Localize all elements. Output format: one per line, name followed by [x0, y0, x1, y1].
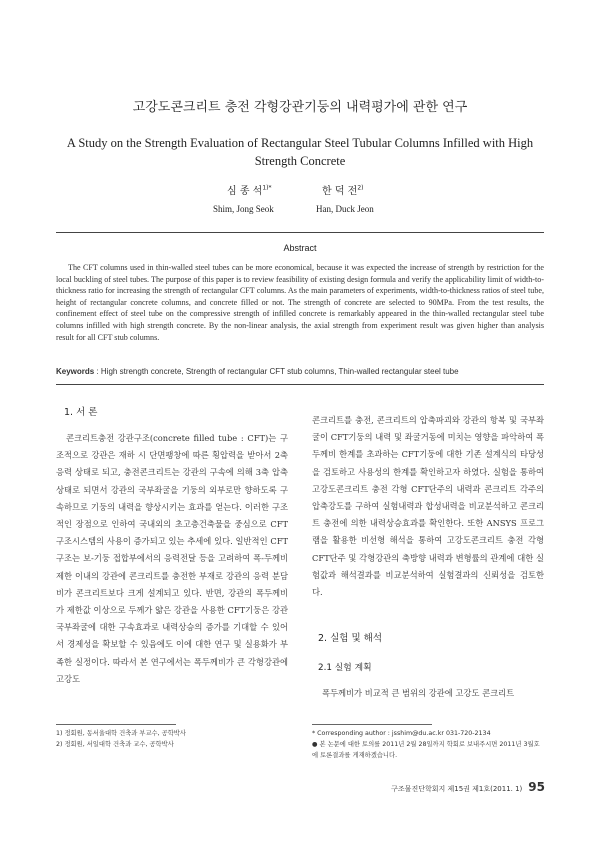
keywords-text: : High strength concrete, Strength of rectangular CFT stub columns, Thin-walled rectangular steel tube [96, 367, 459, 376]
section-1-continued-text: 콘크리트를 충전, 콘크리트의 압축파괴와 강관의 항복 및 국부좌굴이 CFT기둥의 내력 및 좌굴거동에 미치는 영향을 파악하여 폭두께비 한계를 초과하는 CFT기둥에 대한 기존 설계식의 타당성을 검토하고 사용성의 한계를 확인하고자 하였다. 실험을 통하여 고강도콘크리트 충전 각형 CFT단주의 내력과 콘크리트 각주의 압축강도를 구하여 실험내력과 합성내력을 비교분석하고 콘크리트 충전에 의한 내력상승효과를 확인한다. 또한 ANSYS 프로그램을 활용한 비선형 해석을 통하여 고강도콘크리트 충전 각형 CFT단주 및 각형강관의 축방향 내력과 변형률의 관계에 대한 실험값과 해석결과를 비교분석하여 실험결과의 신뢰성을 검토한다. [312, 415, 544, 598]
page-footer [380, 780, 545, 794]
footnote-rule-left [56, 724, 176, 725]
footnote-rule-right [312, 724, 432, 725]
abstract-heading: Abstract [283, 243, 317, 253]
paper-title-korean: 고강도콘크리트 충전 각형강관기둥의 내력평가에 관한 연구 [132, 100, 468, 115]
author-1-mark: 1)* [262, 184, 272, 192]
footnote-corresponding: * Corresponding author : jsshim@du.ac.kr 031-720-2134 [312, 730, 491, 737]
abstract-top-rule [56, 232, 544, 233]
section-2-heading: 2. 실험 및 해석 [318, 633, 383, 644]
section-1-heading: 1. 서 론 [64, 407, 98, 418]
author-2-name: 한 덕 전 [322, 186, 358, 197]
section-2-1-heading: 2.1 실험 계획 [318, 663, 372, 673]
footnotes-left [56, 728, 288, 750]
keywords-line [56, 367, 544, 376]
keywords-label: Keywords [56, 367, 95, 376]
footer-journal: 구조물진단학회지 제15권 제1호(2011. 1) [391, 785, 523, 793]
author-2-english: Han, Duck Jeon [316, 204, 374, 214]
left-column [56, 430, 288, 688]
footnote-discussion: ● 본 논문에 대한 토의를 2011년 2월 28일까지 학회로 보내주시면 2011년 3월호에 토론결과를 게재하겠습니다. [312, 741, 540, 759]
author-1-english: Shim, Jong Seok [213, 204, 274, 214]
footnote-author-2: 2) 정회원, 서일대학 건축과 교수, 공학박사 [56, 741, 174, 748]
footnotes-right [312, 728, 544, 761]
author-1-name: 심 종 석 [227, 186, 263, 197]
section-1-text: 콘크리트충전 강관구조(concrete filled tube : CFT)는 구조적으로 강관은 재하 시 단면팽창에 따른 횡압력을 받아서 2축 응력 상태로 되고, 충전콘크리트는 강관의 구속에 의해 3축 압축 상태로 되면서 강관의 국부좌굴을 기둥의 외부로만 향하도록 구속하므로 기둥의 내력을 향상시키는 효과를 얻는다. 이러한 구조적인 장점으로 인하여 국내외의 초고층건축물을 중심으로 CFT구조시스템의 사용이 증가되고 있는 추세에 있다. 일반적인 CFT구조는 보-기둥 접합부에서의 응력전달 등을 고려하여 폭-두께비 제한 이내의 강관에 콘크리트를 충전한 부재로 강관의 응력 분담비가 콘크리트보다 크게 설계되고 있다. 반면, 강관의 폭두께비가 제한값 이상으로 두께가 얇은 강관을 사용한 CFT기둥은 강관 국부좌굴에 대한 구속효과로 내력상승의 증가를 기대할 수 있어서 경제성을 확보할 수 있음에도 이에 대한 연구 및 실용화가 부족한 실정이다. 따라서 본 연구에서는 폭두께비가 큰 각형강관에 고강도 [56, 433, 288, 684]
abstract-text: The CFT columns used in thin-walled steel tubes can be more economical, because it was expected the increase of strength by restriction for the local buckling of steel tubes. The purpose of this paper is to review feasibility of existing design formula and verify the applicability limit of width-to-thickness ratio for increasing the strength of rectangular CFT columns. As the main parameters of experiments, width-to-thickness ratios of steel tube, height of rectangular concrete columns, and concrete filled or not. The strength of concrete are selected to 90MPa. From the test results, the confinement effect of steel tube on the compressive strength of infilled concrete is remarkably appeared in the thin-walled rectangular steel tube columns infilled with high strength concrete. By the non-linear analysis, the axial strength from experiment result was given higher than analysis result for all CFT stub columns. [56, 263, 544, 342]
author-2-korean [322, 182, 364, 197]
author-2-mark: 2) [357, 184, 364, 192]
page-number: 95 [528, 780, 545, 794]
footnote-author-1: 1) 정회원, 동서울대학 건축과 부교수, 공학박사 [56, 730, 186, 737]
right-column [312, 412, 544, 601]
section-2-1-body [312, 685, 544, 702]
abstract-bottom-rule [56, 384, 544, 385]
author-1-korean [227, 182, 272, 197]
paper-title-english: A Study on the Strength Evaluation of Rectangular Steel Tubular Columns Infilled with High Strength Concrete [66, 136, 534, 168]
section-2-1-text: 폭두께비가 비교적 큰 범위의 강관에 고강도 콘크리트 [322, 688, 515, 698]
